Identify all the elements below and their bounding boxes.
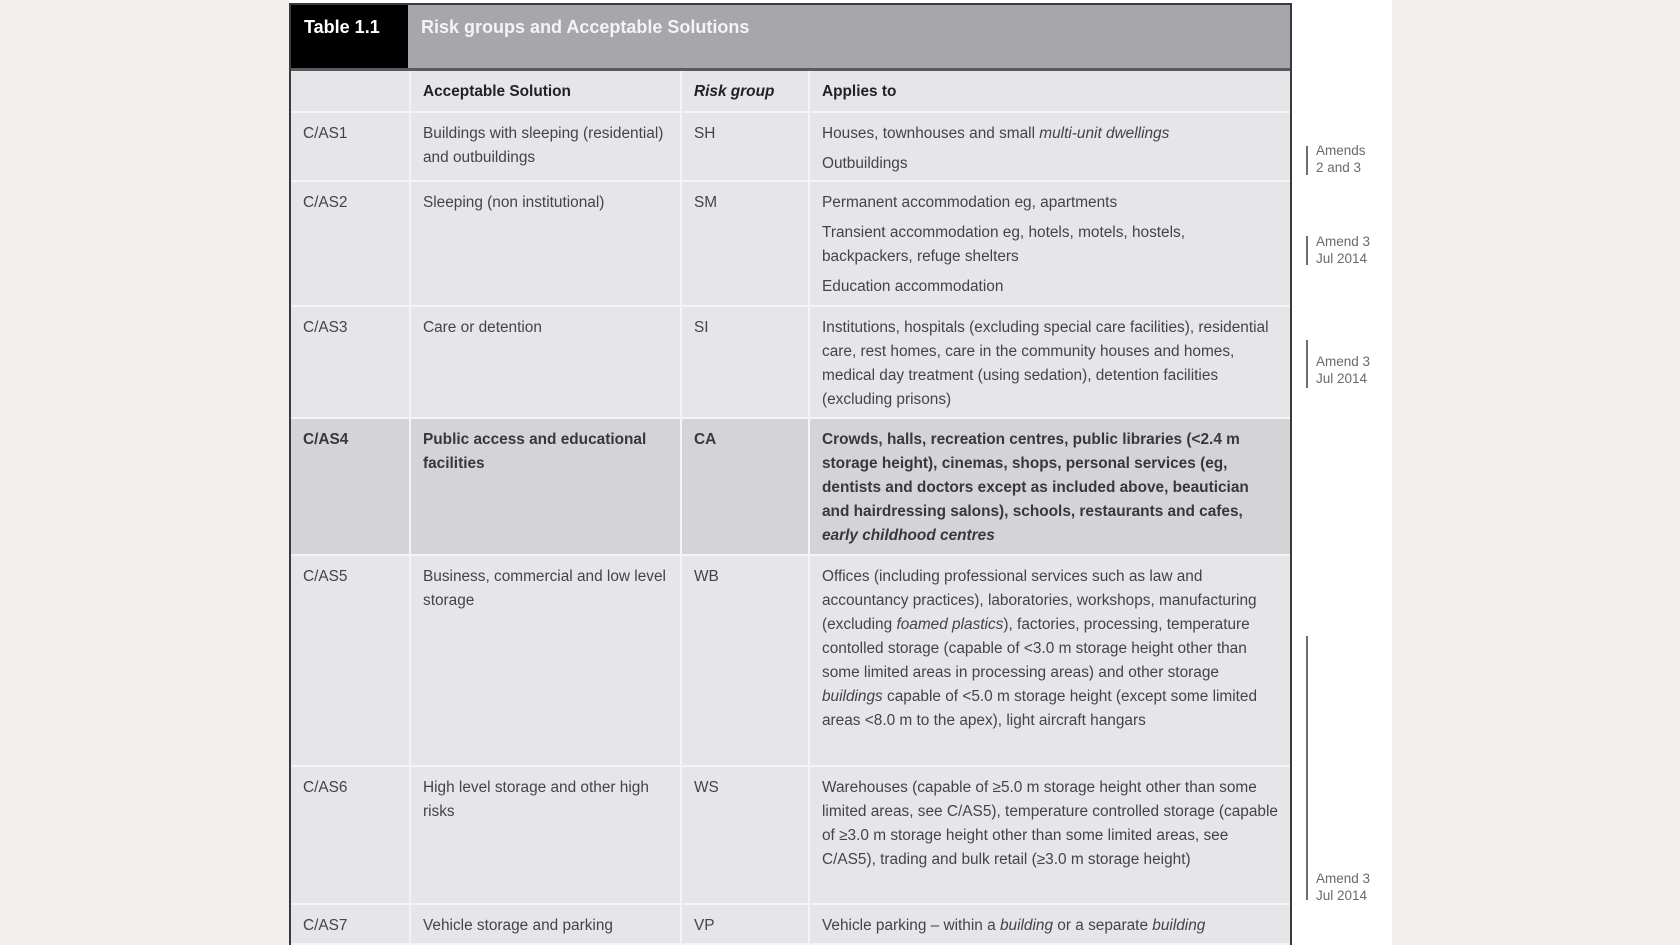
amendment-change-bar <box>1306 340 1308 388</box>
cell-acceptable-solution: Buildings with sleeping (residential) and outbuildings <box>410 112 681 181</box>
applies-to-paragraph <box>822 316 1278 412</box>
header-code <box>291 71 410 112</box>
amendment-change-bar <box>1306 236 1308 265</box>
header-risk-group: Risk group <box>681 71 809 112</box>
table-row <box>291 181 1290 306</box>
table-number: Table 1.1 <box>291 5 408 68</box>
header-row <box>291 71 1290 112</box>
defined-term: building <box>1152 917 1206 934</box>
cell-applies-to <box>809 904 1290 944</box>
applies-to-paragraph <box>822 221 1278 269</box>
amendment-label-line1: Amend 3 <box>1316 354 1371 369</box>
defined-term: buildings <box>822 688 883 705</box>
text-run: or a separate <box>1053 917 1153 934</box>
cell-code: C/AS4 <box>291 418 410 555</box>
cell-acceptable-solution: Public access and educational facilities <box>410 418 681 555</box>
text-run: Institutions, hospitals (excluding special care facilities), residential care, rest homes, care in the community houses and homes, medical day treatment (using sedation), detention facilities (excluding prisons) <box>822 319 1269 408</box>
table-row <box>291 112 1290 181</box>
cell-applies-to <box>809 112 1290 181</box>
applies-to-paragraph <box>822 914 1278 938</box>
amendment-label-line2: Jul 2014 <box>1316 887 1368 903</box>
table-row <box>291 555 1290 766</box>
table-row <box>291 418 1290 555</box>
cell-code: C/AS6 <box>291 766 410 904</box>
cell-acceptable-solution: Vehicle storage and parking <box>410 904 681 944</box>
cell-risk-group: CA <box>681 418 809 555</box>
cell-risk-group: SH <box>681 112 809 181</box>
table-body <box>291 71 1290 945</box>
cell-code: C/AS3 <box>291 306 410 418</box>
cell-code: C/AS2 <box>291 181 410 306</box>
amendment-label-line1: Amend 3 <box>1316 234 1371 249</box>
cell-applies-to <box>809 766 1290 904</box>
cell-code: C/AS7 <box>291 904 410 944</box>
table-title: Risk groups and Acceptable Solutions <box>408 5 1290 68</box>
amendment-label-line1: Amend 3 <box>1316 871 1371 886</box>
cell-code: C/AS5 <box>291 555 410 766</box>
amendment-label-line2: Jul 2014 <box>1316 370 1368 386</box>
risk-groups-table <box>289 3 1292 945</box>
amendment-label <box>1316 234 1370 267</box>
applies-to-paragraph <box>822 122 1278 146</box>
amendment-change-bar <box>1306 146 1308 175</box>
header-acceptable-solution: Acceptable Solution <box>410 71 681 112</box>
text-run: ), factories, processing, temperature contolled storage (capable of <3.0 m storage height other than some limited areas in processing areas) and other storage <box>822 616 1250 681</box>
text-run: Vehicle parking – within a <box>822 917 1000 934</box>
cell-applies-to <box>809 555 1290 766</box>
amendment-label <box>1316 354 1370 387</box>
cell-acceptable-solution: Sleeping (non institutional) <box>410 181 681 306</box>
cell-acceptable-solution: Business, commercial and low level storage <box>410 555 681 766</box>
amendment-label <box>1316 871 1370 904</box>
text-run: Outbuildings <box>822 155 908 172</box>
text-run: Houses, townhouses and small <box>822 125 1040 142</box>
amendment-label-line2: 2 and 3 <box>1316 159 1362 175</box>
text-run: Permanent accommodation eg, apartments <box>822 194 1118 211</box>
applies-to-paragraph <box>822 776 1278 872</box>
cell-risk-group: SM <box>681 181 809 306</box>
cell-applies-to <box>809 418 1290 555</box>
text-run: Education accommodation <box>822 278 1004 295</box>
applies-to-paragraph <box>822 275 1278 299</box>
defined-term: early childhood centres <box>822 527 995 544</box>
cell-code: C/AS1 <box>291 112 410 181</box>
applies-to-paragraph <box>822 152 1278 176</box>
amendment-label-line1: Amends <box>1316 143 1366 158</box>
table-row <box>291 904 1290 944</box>
amendment-label <box>1316 143 1366 176</box>
text-run: Transient accommodation eg, hotels, motels, hostels, backpackers, refuge shelters <box>822 224 1185 265</box>
cell-risk-group: WB <box>681 555 809 766</box>
text-run: Warehouses (capable of ≥5.0 m storage height other than some limited areas, see C/AS5), temperature controlled storage (capable of ≥3.0 m storage height other than some limited areas, see C/AS5), trading and bulk retail (≥3.0 m storage height) <box>822 779 1278 868</box>
applies-to-paragraph <box>822 191 1278 215</box>
cell-acceptable-solution: High level storage and other high risks <box>410 766 681 904</box>
cell-applies-to <box>809 306 1290 418</box>
amendment-change-bar <box>1306 636 1308 900</box>
text-run: capable of <5.0 m storage height (except some limited areas <8.0 m to the apex), light aircraft hangars <box>822 688 1258 729</box>
cell-risk-group: SI <box>681 306 809 418</box>
amendment-label-line2: Jul 2014 <box>1316 250 1368 266</box>
defined-term: foamed plastics <box>896 616 1004 633</box>
cell-risk-group: VP <box>681 904 809 944</box>
text-run: Crowds, halls, recreation centres, public libraries (<2.4 m storage height), cinemas, shops, personal services (eg, dentists and doctors except as included above, beautician and hairdressing salons), schools, restaurants and cafes, <box>822 431 1249 520</box>
cell-acceptable-solution: Care or detention <box>410 306 681 418</box>
applies-to-paragraph <box>822 565 1278 733</box>
cell-risk-group: WS <box>681 766 809 904</box>
cell-applies-to <box>809 181 1290 306</box>
table-row <box>291 306 1290 418</box>
text-run: Offices (including professional services such as law and accountancy practices), laboratories, workshops, manufacturing (excluding <box>822 568 1257 633</box>
table-title-bar <box>291 5 1290 71</box>
header-applies-to: Applies to <box>809 71 1290 112</box>
defined-term: building <box>999 917 1054 934</box>
defined-term: multi-unit dwellings <box>1039 125 1170 142</box>
applies-to-paragraph <box>822 428 1278 548</box>
table-row <box>291 766 1290 904</box>
